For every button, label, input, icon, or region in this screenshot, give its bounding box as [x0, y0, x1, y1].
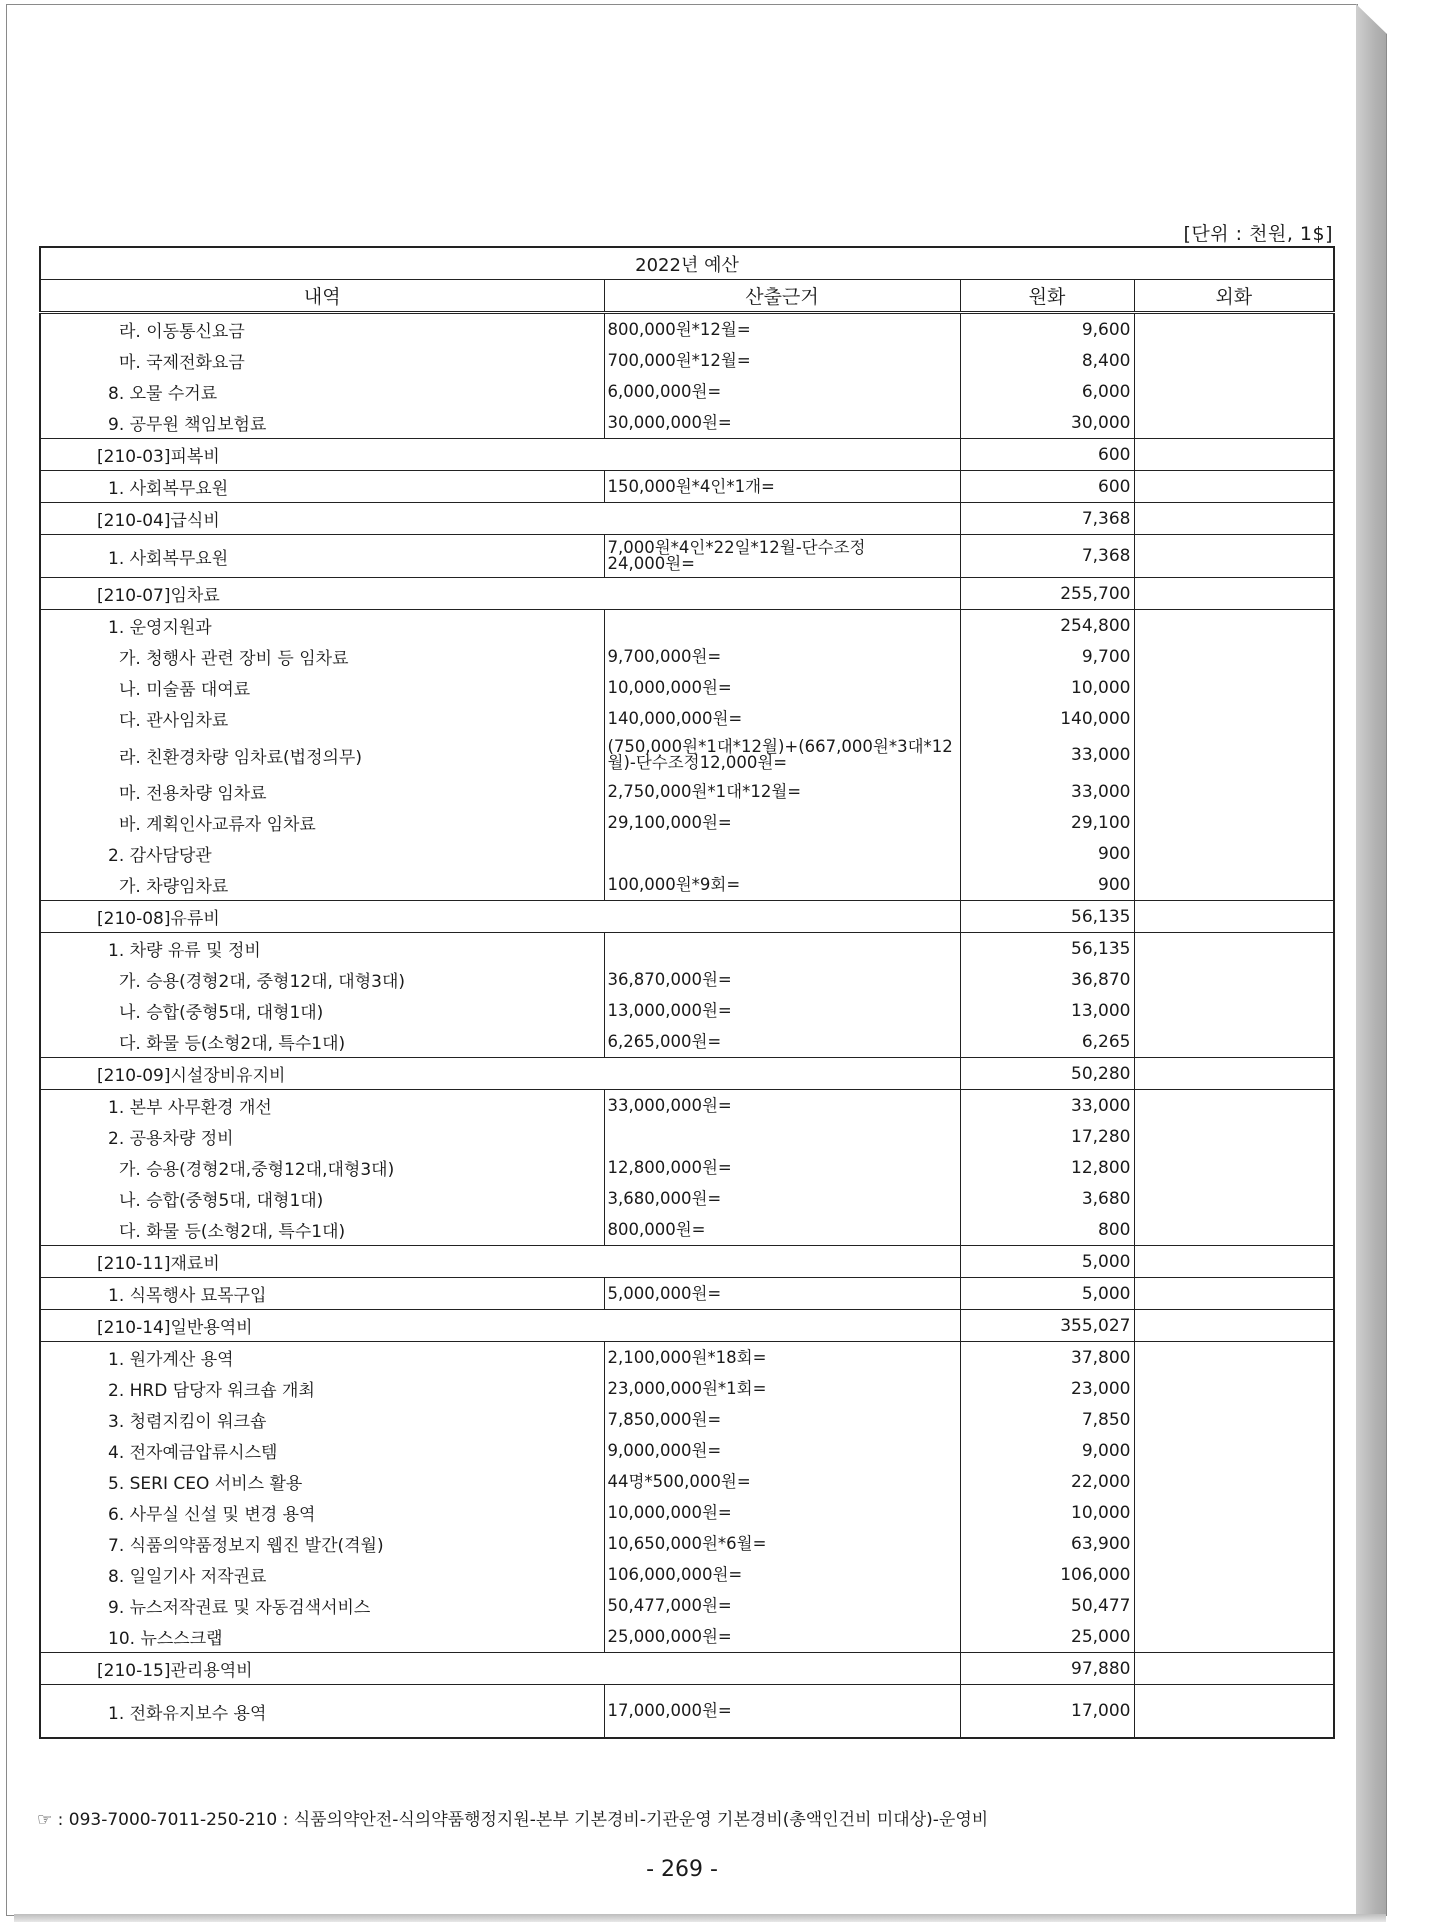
calculation-basis: 106,000,000원= [604, 1559, 960, 1590]
calculation-basis: 36,870,000원= [604, 964, 960, 995]
item-description: 다. 화물 등(소형2대, 특수1대) [119, 1034, 346, 1054]
won-amount: 36,870 [960, 964, 1134, 995]
item-description: 가. 승용(경형2대, 중형12대, 대형3대) [119, 972, 406, 992]
table-row [40, 1590, 1334, 1621]
won-amount: 800 [960, 1214, 1134, 1246]
foreign-amount [1134, 1497, 1334, 1528]
table-row [40, 610, 1334, 642]
calculation-basis [604, 838, 960, 869]
foreign-amount [1134, 376, 1334, 407]
table-row [40, 1026, 1334, 1058]
col-header-foreign: 외화 [1134, 280, 1334, 313]
calculation-basis: 44명*500,000원= [604, 1466, 960, 1497]
calculation-basis: 6,000,000원= [604, 376, 960, 407]
item-description: 8. 일일기사 저작권료 [108, 1567, 267, 1587]
foreign-amount [1134, 869, 1334, 901]
section-title: [210-14]일반용역비 [40, 1310, 960, 1342]
foreign-amount [1134, 1435, 1334, 1466]
table-row [40, 1214, 1334, 1246]
calculation-basis: 25,000,000원= [604, 1621, 960, 1653]
foreign-amount [1134, 313, 1334, 346]
table-row [40, 641, 1334, 672]
calculation-basis: 50,477,000원= [604, 1590, 960, 1621]
foreign-amount [1134, 578, 1334, 610]
won-amount: 900 [960, 838, 1134, 869]
won-amount: 140,000 [960, 703, 1134, 734]
won-amount: 3,680 [960, 1183, 1134, 1214]
table-row [40, 964, 1334, 995]
foreign-amount [1134, 1590, 1334, 1621]
won-amount: 30,000 [960, 407, 1134, 439]
calculation-basis: 2,750,000원*1대*12월= [604, 776, 960, 807]
section-row [40, 901, 1334, 933]
won-amount: 600 [960, 439, 1134, 471]
won-amount: 37,800 [960, 1342, 1134, 1374]
foreign-amount [1134, 1183, 1334, 1214]
foreign-amount [1134, 535, 1334, 578]
won-amount: 6,000 [960, 376, 1134, 407]
item-description: 다. 화물 등(소형2대, 특수1대) [119, 1222, 346, 1242]
calculation-basis: 7,850,000원= [604, 1404, 960, 1435]
won-amount: 29,100 [960, 807, 1134, 838]
table-row [40, 776, 1334, 807]
table-row [40, 313, 1334, 346]
foreign-amount [1134, 503, 1334, 535]
won-amount: 23,000 [960, 1373, 1134, 1404]
foreign-amount [1134, 1621, 1334, 1653]
section-title: [210-03]피복비 [40, 439, 960, 471]
table-row [40, 376, 1334, 407]
foreign-amount [1134, 345, 1334, 376]
won-amount: 10,000 [960, 1497, 1134, 1528]
item-description: 10. 뉴스스크랩 [108, 1629, 223, 1649]
table-row [40, 838, 1334, 869]
item-description: 2. HRD 담당자 워크숍 개최 [108, 1381, 315, 1401]
foreign-amount [1134, 1404, 1334, 1435]
won-amount: 56,135 [960, 901, 1134, 933]
section-row [40, 1058, 1334, 1090]
section-row [40, 1246, 1334, 1278]
item-description: 9. 뉴스저작권료 및 자동검색서비스 [108, 1598, 371, 1618]
section-row [40, 439, 1334, 471]
table-row [40, 933, 1334, 965]
won-amount: 355,027 [960, 1310, 1134, 1342]
section-row [40, 1653, 1334, 1685]
won-amount: 8,400 [960, 345, 1134, 376]
item-description: 1. 차량 유류 및 정비 [108, 941, 261, 961]
calculation-basis: 13,000,000원= [604, 995, 960, 1026]
foreign-amount [1134, 901, 1334, 933]
won-amount: 106,000 [960, 1559, 1134, 1590]
table-row [40, 471, 1334, 503]
won-amount: 50,477 [960, 1590, 1134, 1621]
table-row [40, 1435, 1334, 1466]
section-title: [210-09]시설장비유지비 [40, 1058, 960, 1090]
calculation-basis: 5,000,000원= [604, 1278, 960, 1310]
foreign-amount [1134, 838, 1334, 869]
foreign-amount [1134, 1278, 1334, 1310]
won-amount: 255,700 [960, 578, 1134, 610]
item-description: 나. 승합(중형5대, 대형1대) [119, 1191, 324, 1211]
calculation-basis: 3,680,000원= [604, 1183, 960, 1214]
calculation-basis [604, 933, 960, 965]
calculation-basis: 9,000,000원= [604, 1435, 960, 1466]
item-description: 3. 청렴지킴이 워크숍 [108, 1412, 267, 1432]
table-row [40, 1528, 1334, 1559]
calculation-basis: (750,000원*1대*12월)+(667,000원*3대*12 월)-단수조정12,000원= [604, 734, 960, 776]
section-title: [210-08]유류비 [40, 901, 960, 933]
calculation-basis: 800,000원= [604, 1214, 960, 1246]
item-description: 가. 청행사 관련 장비 등 임차료 [119, 649, 349, 669]
section-title: [210-04]급식비 [40, 503, 960, 535]
table-row [40, 1278, 1334, 1310]
foreign-amount [1134, 407, 1334, 439]
won-amount: 33,000 [960, 1090, 1134, 1122]
foreign-amount [1134, 1310, 1334, 1342]
won-amount: 10,000 [960, 672, 1134, 703]
item-description: 나. 미술품 대여료 [119, 680, 251, 700]
col-header-won: 원화 [960, 280, 1134, 313]
item-description: 1. 전화유지보수 용역 [108, 1703, 267, 1724]
item-description: 가. 차량임차료 [119, 877, 229, 897]
calculation-basis [604, 610, 960, 642]
won-amount: 56,135 [960, 933, 1134, 965]
footnote: ☞ : 093-7000-7011-250-210 : 식품의약안전-식의약품행정지원-본부 기본경비-기관운영 기본경비(총액인건비 미대상)-운영비 [37, 1810, 989, 1830]
section-title: [210-07]임차료 [40, 578, 960, 610]
calculation-basis: 10,000,000원= [604, 672, 960, 703]
won-amount: 97,880 [960, 1653, 1134, 1685]
item-description: 1. 사회복무요원 [108, 548, 229, 569]
won-amount: 25,000 [960, 1621, 1134, 1653]
section-row [40, 1310, 1334, 1342]
foreign-amount [1134, 1152, 1334, 1183]
foreign-amount [1134, 1342, 1334, 1374]
table-row [40, 807, 1334, 838]
won-amount: 17,280 [960, 1121, 1134, 1152]
table-row [40, 535, 1334, 578]
table-row [40, 407, 1334, 439]
document-page [6, 4, 1358, 1916]
item-description: 라. 친환경차량 임차료(법정의무) [119, 747, 362, 768]
section-title: [210-15]관리용역비 [40, 1653, 960, 1685]
col-header-description: 내역 [40, 280, 604, 313]
item-description: 다. 관사임차료 [119, 711, 229, 731]
foreign-amount [1134, 1653, 1334, 1685]
table-row [40, 1466, 1334, 1497]
foreign-amount [1134, 1685, 1334, 1739]
table-row [40, 1183, 1334, 1214]
table-row [40, 1121, 1334, 1152]
won-amount: 900 [960, 869, 1134, 901]
foreign-amount [1134, 672, 1334, 703]
table-row [40, 1373, 1334, 1404]
col-header-basis: 산출근거 [604, 280, 960, 313]
calculation-basis: 6,265,000원= [604, 1026, 960, 1058]
foreign-amount [1134, 1466, 1334, 1497]
foreign-amount [1134, 1121, 1334, 1152]
section-row [40, 578, 1334, 610]
won-amount: 5,000 [960, 1278, 1134, 1310]
item-description: 1. 본부 사무환경 개선 [108, 1098, 272, 1118]
foreign-amount [1134, 471, 1334, 503]
won-amount: 33,000 [960, 776, 1134, 807]
budget-table [39, 246, 1335, 1739]
item-description: 바. 계획인사교류자 임차료 [119, 815, 316, 835]
item-description: 2. 공용차량 정비 [108, 1129, 234, 1149]
calculation-basis: 17,000,000원= [604, 1685, 960, 1739]
section-row [40, 503, 1334, 535]
won-amount: 6,265 [960, 1026, 1134, 1058]
table-body [40, 313, 1334, 1739]
section-title: [210-11]재료비 [40, 1246, 960, 1278]
calculation-basis: 29,100,000원= [604, 807, 960, 838]
table-row [40, 1559, 1334, 1590]
calculation-basis: 30,000,000원= [604, 407, 960, 439]
won-amount: 33,000 [960, 734, 1134, 776]
item-description: 6. 사무실 신설 및 변경 용역 [108, 1505, 316, 1525]
table-row [40, 1404, 1334, 1435]
calculation-basis: 100,000원*9회= [604, 869, 960, 901]
foreign-amount [1134, 964, 1334, 995]
item-description: 2. 감사담당관 [108, 846, 212, 866]
item-description: 4. 전자예금압류시스템 [108, 1443, 278, 1463]
calculation-basis: 33,000,000원= [604, 1090, 960, 1122]
table-title: 2022년 예산 [40, 247, 1334, 280]
won-amount: 63,900 [960, 1528, 1134, 1559]
item-description: 7. 식품의약품정보지 웹진 발간(격월) [108, 1536, 384, 1556]
foreign-amount [1134, 1090, 1334, 1122]
calculation-basis: 2,100,000원*18회= [604, 1342, 960, 1374]
won-amount: 5,000 [960, 1246, 1134, 1278]
won-amount: 50,280 [960, 1058, 1134, 1090]
table-row [40, 734, 1334, 776]
table-row [40, 672, 1334, 703]
foreign-amount [1134, 1373, 1334, 1404]
table-row [40, 869, 1334, 901]
won-amount: 7,368 [960, 535, 1134, 578]
foreign-amount [1134, 439, 1334, 471]
won-amount: 13,000 [960, 995, 1134, 1026]
won-amount: 9,600 [960, 313, 1134, 346]
item-description: 1. 원가계산 용역 [108, 1350, 234, 1370]
item-description: 가. 승용(경형2대,중형12대,대형3대) [119, 1160, 395, 1180]
table-row [40, 1497, 1334, 1528]
won-amount: 254,800 [960, 610, 1134, 642]
won-amount: 9,000 [960, 1435, 1134, 1466]
won-amount: 17,000 [960, 1685, 1134, 1739]
item-description: 5. SERI CEO 서비스 활용 [108, 1474, 303, 1494]
won-amount: 12,800 [960, 1152, 1134, 1183]
foreign-amount [1134, 933, 1334, 965]
calculation-basis: 150,000원*4인*1개= [604, 471, 960, 503]
won-amount: 7,368 [960, 503, 1134, 535]
calculation-basis: 12,800,000원= [604, 1152, 960, 1183]
foreign-amount [1134, 610, 1334, 642]
won-amount: 600 [960, 471, 1134, 503]
unit-label: [단위 : 천원, 1$] [1183, 223, 1333, 245]
foreign-amount [1134, 776, 1334, 807]
won-amount: 9,700 [960, 641, 1134, 672]
calculation-basis: 10,000,000원= [604, 1497, 960, 1528]
calculation-basis: 140,000,000원= [604, 703, 960, 734]
item-description: 9. 공무원 책임보험료 [108, 415, 267, 435]
foreign-amount [1134, 807, 1334, 838]
foreign-amount [1134, 703, 1334, 734]
item-description: 마. 전용차량 임차료 [119, 784, 267, 804]
calculation-basis: 9,700,000원= [604, 641, 960, 672]
calculation-basis: 700,000원*12월= [604, 345, 960, 376]
table-row [40, 1090, 1334, 1122]
foreign-amount [1134, 1559, 1334, 1590]
table-row [40, 1152, 1334, 1183]
calculation-basis [604, 1121, 960, 1152]
table-row [40, 345, 1334, 376]
table-row [40, 1621, 1334, 1653]
item-description: 1. 사회복무요원 [108, 479, 229, 499]
item-description: 8. 오물 수거료 [108, 384, 218, 404]
table-row [40, 995, 1334, 1026]
page-edge [1356, 4, 1387, 1916]
foreign-amount [1134, 1026, 1334, 1058]
foreign-amount [1134, 995, 1334, 1026]
item-description: 1. 식목행사 묘목구입 [108, 1286, 267, 1306]
item-description: 라. 이동통신요금 [119, 322, 245, 342]
table-row [40, 1342, 1334, 1374]
foreign-amount [1134, 1058, 1334, 1090]
item-description: 1. 운영지원과 [108, 618, 212, 638]
won-amount: 22,000 [960, 1466, 1134, 1497]
calculation-basis: 800,000원*12월= [604, 313, 960, 346]
won-amount: 7,850 [960, 1404, 1134, 1435]
foreign-amount [1134, 1528, 1334, 1559]
foreign-amount [1134, 734, 1334, 776]
item-description: 나. 승합(중형5대, 대형1대) [119, 1003, 324, 1023]
table-row [40, 1685, 1334, 1739]
item-description: 마. 국제전화요금 [119, 353, 245, 373]
page-shadow [14, 1914, 1386, 1922]
calculation-basis: 7,000원*4인*22일*12월-단수조정 24,000원= [604, 535, 960, 578]
foreign-amount [1134, 641, 1334, 672]
foreign-amount [1134, 1246, 1334, 1278]
page-number: - 269 - [646, 1857, 718, 1882]
foreign-amount [1134, 1214, 1334, 1246]
calculation-basis: 10,650,000원*6월= [604, 1528, 960, 1559]
table-row [40, 703, 1334, 734]
calculation-basis: 23,000,000원*1회= [604, 1373, 960, 1404]
